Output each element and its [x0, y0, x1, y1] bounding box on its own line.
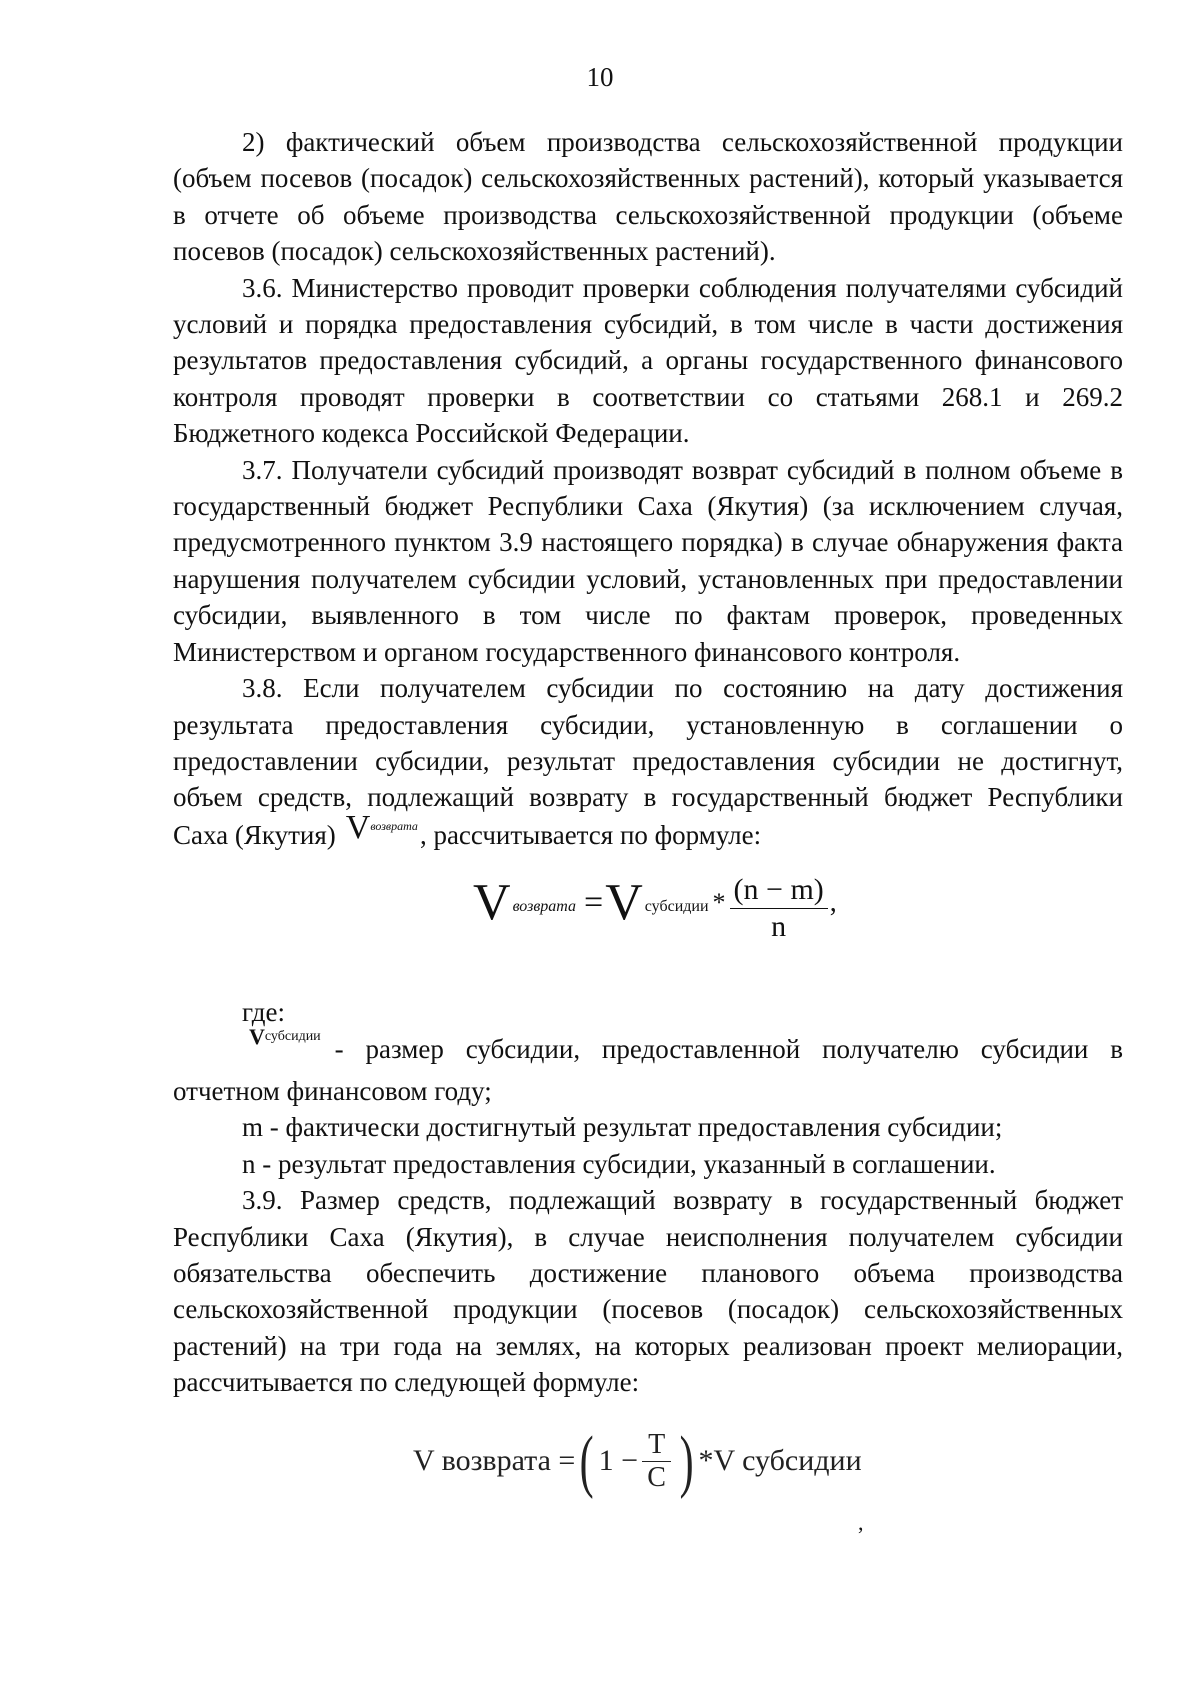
definition-v-subsidy — [173, 1023, 1123, 1110]
paragraph-3-7: 3.7. Получатели субсидий производят возврат субсидий в полном объеме в государственный бюджет Республики Саха (Якутия) (за исключением случая, предусмотренного пунктом 3.9 настоящего порядка) в случае обнаружения факта нарушения получателем субсидии условий, установленных при предоставлении субсидии, выявленного в том числе по фактам проверок, проведенных Министерством и органом государственного финансового контроля. — [173, 454, 1123, 667]
document-body — [173, 124, 1123, 1541]
formula1-equals: = — [584, 884, 604, 922]
where-label: где: — [242, 997, 285, 1028]
formula2-comma: , — [858, 1509, 864, 1535]
formula2-right-paren: ) — [679, 1422, 694, 1500]
paragraph-3-8-text: 3.8. Если получателем субсидии по состоянию на дату достижения результата предоставления субсидии, установленную в соглашении о предоставлении субсидии, результат предоставления субсидии не достигнут, объем средств, подлежащий возврату в государственный бюджет Республики Саха (Якутия) — [173, 673, 1123, 850]
formula1-rhs-v: V — [605, 874, 643, 932]
formula2-fraction — [642, 1429, 671, 1494]
paragraph-3-6: 3.6. Министерство проводит проверки соблюдения получателями субсидий условий и порядка предоставления субсидий, в том числе в части достижения результатов предоставления субсидий, а органы государственного финансового контроля проводят проверки в соответствии со статьями 268.1 и 269.2 Бюджетного кодекса Российской Федерации. — [173, 272, 1123, 449]
paragraph-2: 2) фактический объем производства сельскохозяйственной продукции (объем посевов (посадок) сельскохозяйственных растений), который указывается в отчете об объеме производства сельскохозяйственной продукции (объеме посевов (посадок) сельскохозяйственных растений). — [173, 127, 1123, 267]
def-v-subscript: субсидии — [264, 1028, 321, 1044]
formula2-lhs: V возврата = — [413, 1444, 576, 1478]
inline-v-subscript: возврата — [370, 818, 418, 833]
formula2-one-minus: 1 − — [598, 1444, 639, 1478]
def-v-text: - размер субсидии, предоставленной получателю субсидии в отчетном финансовом году; — [173, 1033, 1123, 1106]
formula1-lhs-sub: возврата — [512, 897, 577, 915]
formula1-times: * — [712, 888, 726, 918]
formula-return-plan — [173, 1421, 1123, 1541]
definition-n: n - результат предоставления субсидии, указанный в соглашении. — [242, 1148, 996, 1179]
formula1-rhs-sub: субсидии — [644, 897, 709, 915]
formula2-rhs: *V субсидии — [698, 1444, 862, 1478]
formula1-denominator: n — [771, 910, 787, 944]
paragraph-3-8-tail: , рассчитывается по формуле: — [419, 819, 762, 850]
formula-return-amount — [173, 868, 1123, 974]
formula2-denominator: C — [647, 1462, 666, 1494]
definition-m: m - фактически достигнутый результат предоставления субсидии; — [242, 1112, 1003, 1143]
formula1-lhs-v: V — [473, 874, 511, 932]
paragraph-3-9: 3.9. Размер средств, подлежащий возврату в государственный бюджет Республики Саха (Якутия), в случае неисполнения получателем субсидии обязательства обеспечить достижение планового объема производства сельскохозяйственной продукции (посевов (посадок) сельскохозяйственных растений) на три года на землях, на которых реализован проект мелиорации, рассчитывается по следующей формуле: — [173, 1185, 1123, 1398]
formula2-left-paren: ( — [580, 1422, 595, 1500]
def-v-symbol: V — [249, 1023, 265, 1049]
page-number: 10 — [586, 62, 614, 92]
formula2-numerator: T — [642, 1429, 671, 1462]
formula1-comma: , — [829, 887, 837, 919]
formula1-fraction — [730, 872, 828, 945]
paragraph-3-8 — [173, 670, 1123, 858]
formula1-numerator: (n − m) — [730, 872, 828, 909]
inline-v-symbol: V — [345, 808, 371, 846]
